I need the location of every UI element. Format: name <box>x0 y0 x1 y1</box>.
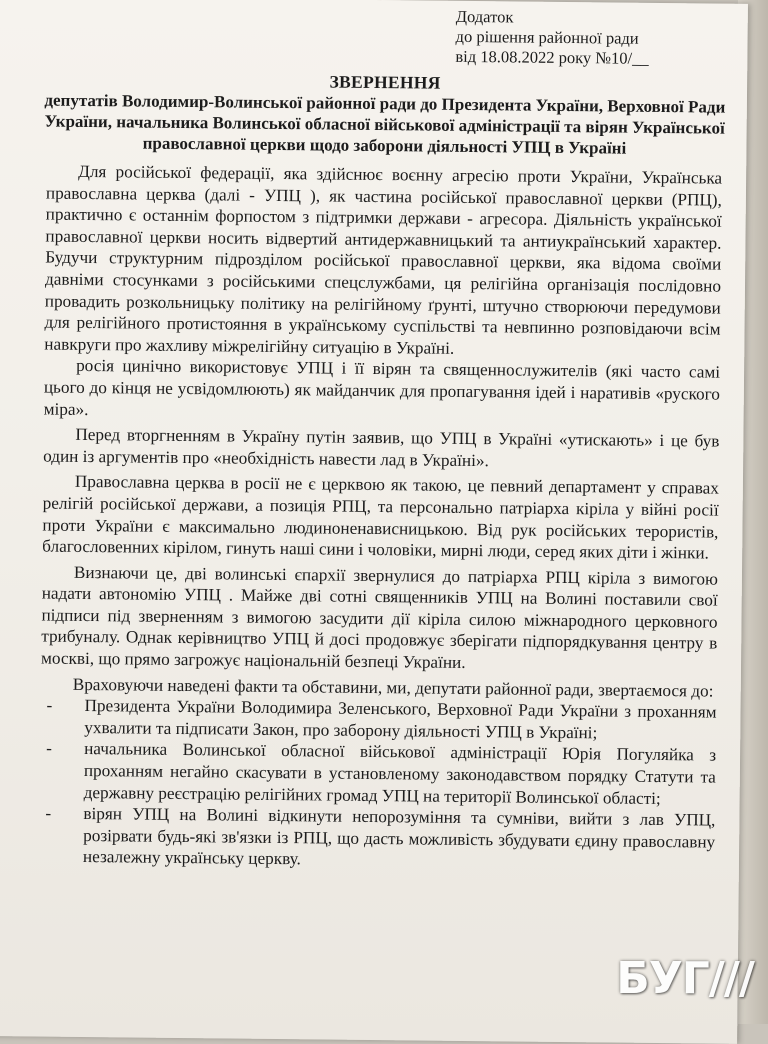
list-dash: - <box>46 739 52 759</box>
list-dash: - <box>46 695 53 715</box>
list-item-2 <box>40 738 717 810</box>
paragraph-3: Перед вторгненням в Україну путін заявив, що УПЦ в Україні «утискають» і це був один із аргументів про «необхідність навести лад в Україні». <box>43 425 720 470</box>
paragraph-5: Визнаючи це, дві волинські єпархії звернулися до патріарха РПЦ кіріла з вимогою надати автономію УПЦ . Майже дві сотні священників УПЦ на Волині поставили свої підписи під зверненням з вимогою засудити дії кіріла силою міжнародного церковного трибуналу. Однак керівництво УПЦ й досі продовжує зберігати підпорядкування центру в москві, що прямо загрожує національній безпеці України. <box>40 562 719 673</box>
list-dash: - <box>45 803 52 823</box>
document-content <box>39 3 724 875</box>
list-item-1 <box>40 695 716 745</box>
document-body <box>39 161 722 875</box>
document-subtitle: депутатів Володимир-Волинської районної ради до Президента України, Верховної Ради України, начальника Волинської обласної військової адміністрації та вірян Української православної церкви щодо заборони діяльності УПЦ в Україні <box>44 90 726 158</box>
paragraph-4: Православна церква в росії не є церквою як такою, це певний департамент у справах релігій російської держави, а позиція РПЦ, та персонально патріарха кіріла у війні росії проти України є максимально людиноненависницькою. Від рук російських терористів, благословенних кірілом, гинуть наші сини і чоловіки, мирні люди, серед яких діти і жінки. <box>42 472 719 563</box>
annex-line-2: до рішення районної ради <box>455 26 639 48</box>
list-item-text: Президента України Володимира Зеленського, Верховної Ради України з проханням ухвалити та підписати Закон, про заборону діяльності УПЦ в Україні; <box>84 696 717 743</box>
list-item-text: вірян УПЦ на Волині відкинути непорозуміння та сумніви, вийти з лав УПЦ, розірвати будь-які зв'язки із РПЦ, що дасть можливість збудувати єдину православну незалежну українську церкву. <box>82 804 716 869</box>
annex-line-1: Додаток <box>455 6 514 27</box>
paragraph-2: росія цинічно використовує УПЦ і її вірян та священнослужителів (які часто самі цього до кінця не усвідомлюють) як майданчик для пропагування ідей і наративів «руского міра». <box>43 356 721 419</box>
list-item-3 <box>39 803 716 875</box>
watermark-logo: БУГ/// <box>616 953 754 1004</box>
document-title: ЗВЕРНЕННЯ <box>329 71 441 93</box>
paragraph-1: Для російської федерації, яка здійснює воєнну агресію проти України, Українська православна церква (далі - УПЦ ), як частина російської православної церкви (РПЦ), практично є останнім форпостом з підтримки держави - агресора. Діяльність української православної церкви носить відвертий антидержавницький та антиукраїнський характер. Будучи структурним підрозділом російської православної церкви, яка відома своїми давніми стосунками з російськими спецслужбами, ця релігійна організація послідовно провадить розкольницьку політику на релігійному ґрунті, штучно створюючи передумови для релігійного протистояння в українському суспільстві та невпинно розповідаючи всім навкруги про жахливу міжрелігійну ситуацію в Україні. <box>44 161 723 358</box>
list-item-text: начальника Волинської обласної військової адміністрації Юрія Погуляйка з проханням негайно скасувати в установленому законодавством порядку Статути та державну реєстрацію релігійних громад УПЦ на території Волинської області; <box>83 739 717 808</box>
annex-block <box>455 7 724 70</box>
paragraph-6: Враховуючи наведені факти та обставини, ми, депутати районної ради, звертаємося до: <box>72 674 714 701</box>
annex-line-3: від 18.08.2022 року №10/__ <box>455 46 649 68</box>
